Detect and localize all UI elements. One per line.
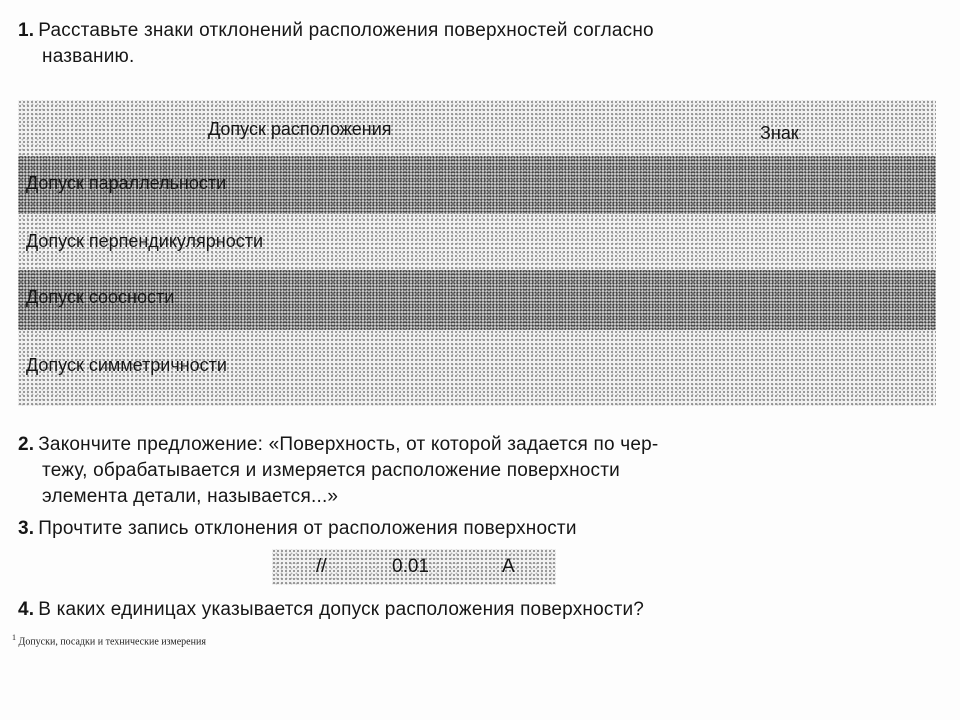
question-3-number: 3. [18,518,35,539]
footnote-marker: 1 [12,633,16,642]
row-label-coaxiality: Допуск соосности [26,287,175,307]
table-row [18,214,936,270]
tolerance-frame [272,549,556,585]
question-2-text-line2: тежу, обрабатывается и измеряется расположение поверхности [42,460,620,481]
question-1-text-line1: Расставьте знаки отклонений расположения поверхностей согласно [38,20,654,41]
question-4-number: 4. [18,599,35,620]
question-4 [18,597,778,623]
datum-letter: A [502,556,515,577]
question-2-text-line3: элемента детали, называется...» [42,486,339,507]
parallelism-symbol: // [316,556,327,577]
table-row [18,330,936,406]
question-2 [18,432,778,510]
question-1-number: 1. [18,20,35,41]
tolerance-table [18,100,936,406]
tolerance-value: 0.01 [392,556,429,577]
question-1-text-line2: названию. [42,46,135,67]
question-3 [18,516,778,542]
row-label-perpendicularity: Допуск перпендикулярности [26,231,264,251]
footnote-text: Допуски, посадки и технические измерения [18,636,206,648]
question-2-number: 2. [18,434,35,455]
table-header-row [18,100,936,156]
question-2-text-line1: Закончите предложение: «Поверхность, от которой задается по чер- [38,434,659,455]
header-tolerance-type: Допуск расположения [208,119,392,139]
row-label-parallelism: Допуск параллельности [26,173,227,193]
row-label-symmetry: Допуск симметричности [26,355,227,375]
table-row [18,270,936,330]
question-1 [18,18,778,70]
question-3-text: Прочтите запись отклонения от расположения поверхности [38,518,577,539]
table-row [18,156,936,214]
header-sign: Знак [760,123,799,143]
footnote [12,631,206,649]
question-4-text: В каких единицах указывается допуск расположения поверхности? [38,599,645,620]
